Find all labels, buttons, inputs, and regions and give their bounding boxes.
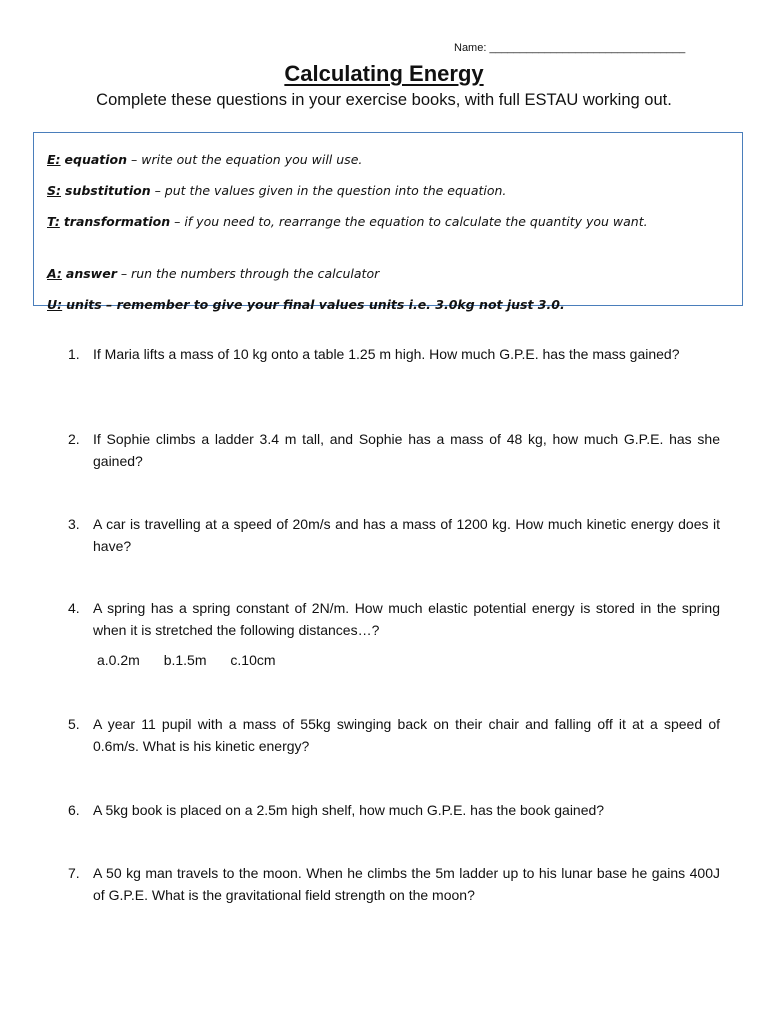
- estau-term: answer: [65, 266, 117, 281]
- estau-term: units – remember to give your final values units i.e. 3.0kg not just 3.0.: [66, 297, 565, 312]
- estau-text: – write out the equation you will use.: [127, 152, 363, 167]
- estau-row-s: [47, 180, 720, 201]
- question-5: [68, 713, 720, 757]
- question-4: [68, 597, 720, 641]
- question-number: 7.: [68, 865, 80, 881]
- estau-text: – run the numbers through the calculator: [116, 266, 380, 281]
- estau-term: equation: [64, 152, 128, 167]
- question-text: A 5kg book is placed on a 2.5m high shelf, how much G.P.E. has the book gained?: [93, 802, 605, 818]
- name-field[interactable]: Name: ________________________________: [454, 42, 686, 54]
- question-text: A car is travelling at a speed of 20m/s and has a mass of 1200 kg. How much kinetic energy does it have?: [93, 516, 720, 554]
- page-title: Calculating Energy: [284, 61, 484, 86]
- question-number: 1.: [68, 346, 80, 362]
- question-4-part-c: c.10cm: [230, 652, 276, 668]
- question-number: 5.: [68, 716, 80, 732]
- question-4-part-a: a.0.2m: [97, 652, 140, 668]
- question-text: A year 11 pupil with a mass of 55kg swinging back on their chair and falling off it at a speed of 0.6m/s. What is his kinetic energy?: [93, 716, 720, 754]
- question-text: If Maria lifts a mass of 10 kg onto a table 1.25 m high. How much G.P.E. has the mass gained?: [93, 346, 680, 362]
- question-4-part-b: b.1.5m: [163, 652, 207, 668]
- question-4-parts: [97, 652, 296, 668]
- estau-box: [33, 132, 743, 312]
- estau-text: – put the values given in the question into the equation.: [150, 183, 507, 198]
- question-6: [68, 799, 720, 821]
- estau-letter: U:: [47, 297, 63, 312]
- estau-letter: A:: [47, 266, 62, 281]
- estau-term: transformation: [63, 214, 171, 229]
- question-number: 4.: [68, 600, 80, 616]
- question-number: 6.: [68, 802, 80, 818]
- estau-row-u: [47, 294, 720, 315]
- estau-row-e: [47, 149, 720, 170]
- question-number: 3.: [68, 516, 80, 532]
- question-text: A spring has a spring constant of 2N/m. How much elastic potential energy is stored in the spring when it is stretched the following distances…?: [93, 600, 720, 638]
- page-subtitle: Complete these questions in your exercise books, with full ESTAU working out.: [96, 91, 672, 109]
- question-text: A 50 kg man travels to the moon. When he climbs the 5m ladder up to his lunar base he gains 400J of G.P.E. What is the gravitational field strength on the moon?: [93, 865, 720, 903]
- question-7: [68, 862, 720, 906]
- question-3: [68, 513, 720, 557]
- estau-letter: T:: [47, 214, 60, 229]
- question-1: [68, 343, 720, 365]
- question-text: If Sophie climbs a ladder 3.4 m tall, and Sophie has a mass of 48 kg, how much G.P.E. has she gained?: [93, 431, 720, 469]
- estau-row-a: [47, 263, 720, 284]
- estau-text: – if you need to, rearrange the equation to calculate the quantity you want.: [170, 214, 648, 229]
- estau-row-t: [47, 211, 720, 232]
- estau-term: substitution: [65, 183, 151, 198]
- question-2: [68, 428, 720, 472]
- question-number: 2.: [68, 431, 80, 447]
- estau-letter: E:: [47, 152, 61, 167]
- estau-letter: S:: [47, 183, 62, 198]
